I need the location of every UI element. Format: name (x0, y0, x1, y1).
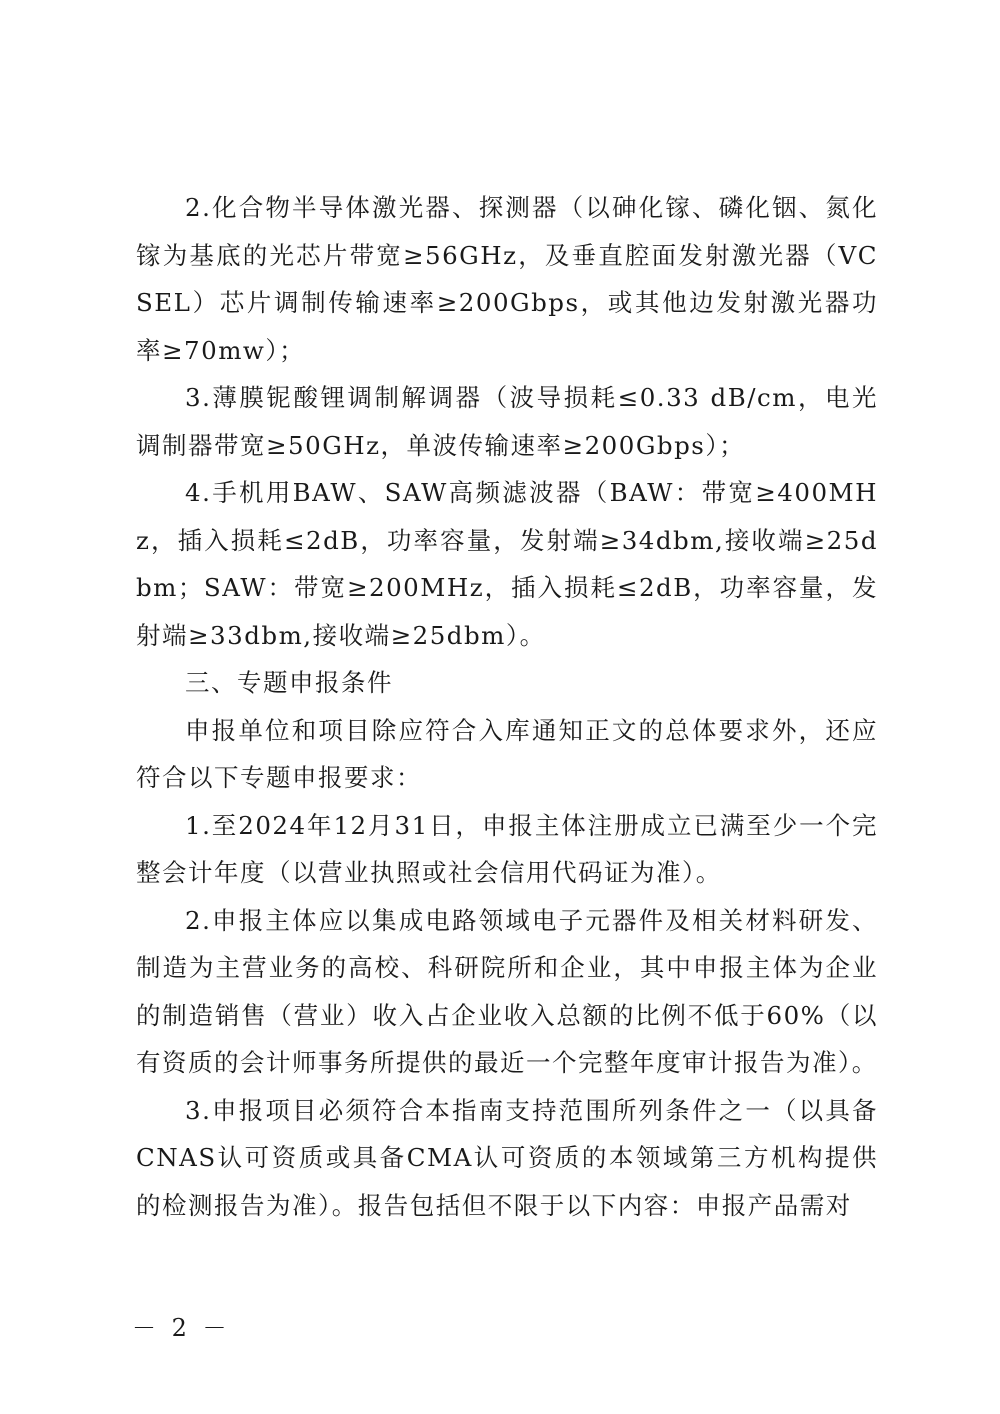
document-body (136, 184, 878, 1229)
paragraph-thin-film-lithium-niobate: 3.薄膜铌酸锂调制解调器（波导损耗≤0.33 dB/cm，电光调制器带宽≥50GHz，单波传输速率≥200Gbps）； (136, 383, 878, 460)
paragraph-baw-saw-filter: 4.手机用BAW、SAW高频滤波器（BAW：带宽≥400MHz，插入损耗≤2dB，功率容量，发射端≥34dbm,接收端≥25dbm；SAW：带宽≥200MHz，插入损耗≤2dB，功率容量，发射端≥33dbm,接收端≥25dbm）。 (136, 478, 878, 650)
page-number: － 2 － (132, 1314, 231, 1342)
section-heading-application-conditions: 三、专题申报条件 (185, 668, 393, 697)
paragraph-condition-3: 3.申报项目必须符合本指南支持范围所列条件之一（以具备CNAS认可资质或具备CMA认可资质的本领域第三方机构提供的检测报告为准）。报告包括但不限于以下内容：申报产品需对 (136, 1095, 878, 1220)
paragraph-compound-semiconductor-laser: 2.化合物半导体激光器、探测器（以砷化镓、磷化铟、氮化镓为基底的光芯片带宽≥56GHz，及垂直腔面发射激光器（VCSEL）芯片调制传输速率≥200Gbps，或其他边发射激光器功率≥70mw）； (136, 193, 878, 365)
paragraph-condition-2: 2.申报主体应以集成电路领域电子元器件及相关材料研发、制造为主营业务的高校、科研院所和企业，其中申报主体为企业的制造销售（营业）收入占企业收入总额的比例不低于60%（以有资质的会计师事务所提供的最近一个完整年度审计报告为准）。 (136, 905, 878, 1077)
paragraph-condition-1: 1.至2024年12月31日，申报主体注册成立已满至少一个完整会计年度（以营业执照或社会信用代码证为准）。 (136, 810, 878, 887)
paragraph-general-requirements: 申报单位和项目除应符合入库通知正文的总体要求外，还应符合以下专题申报要求： (136, 715, 878, 792)
